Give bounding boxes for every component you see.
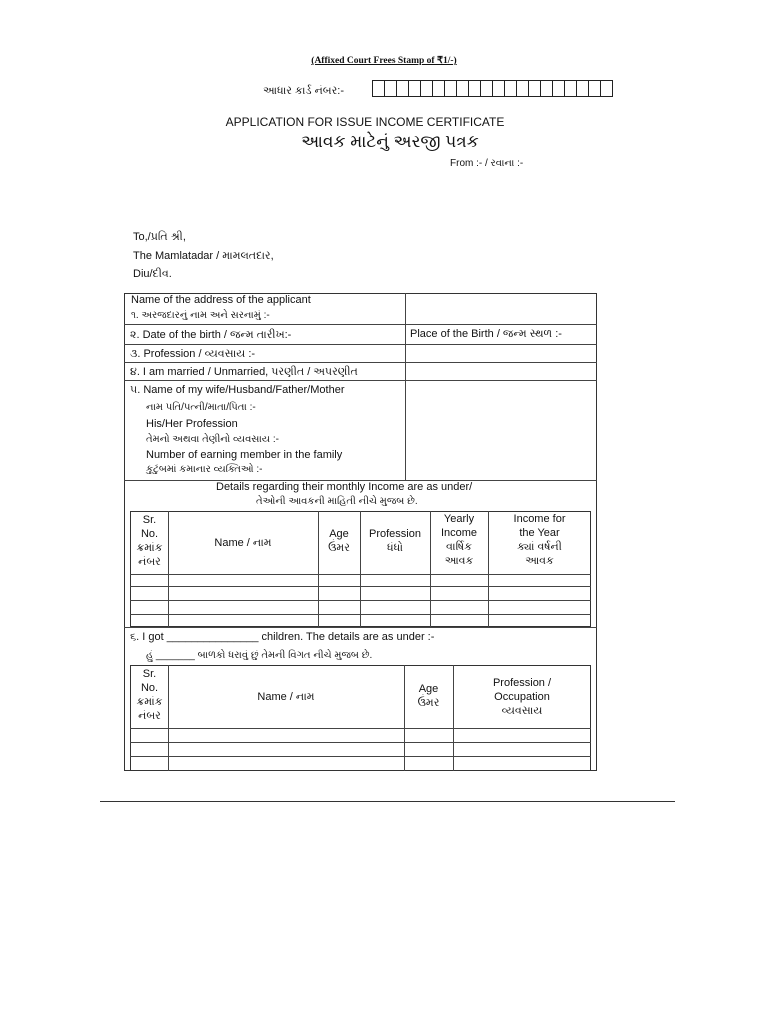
relative-name-label-gu: નામ પતિ/પત્ની/માતા/પિતા :- [146,402,256,413]
bottom-rule [100,801,675,802]
dob-label: ૨. Date of the birth / જન્મ તારીખ:- [130,329,292,341]
address-place: Diu/દીવ. [133,268,172,280]
children-col-age: Age ઉંમર [417,683,440,709]
applicant-name-label: Name of the address of the applicant [131,294,311,306]
relative-name-label: ૫. Name of my wife/Husband/Father/Mother [130,384,345,396]
children-col-profession: Profession / Occupation વ્યવસાય [492,677,552,717]
income-col-profession: Profession ધંધો [369,528,421,554]
birth-place-label: Place of the Birth / જન્મ સ્થળ :- [410,328,562,340]
profession-label: ૩. Profession / વ્યવસાય :- [130,348,256,360]
children-count-label: ૬. I got _______________ children. The details are as under :- [130,631,435,643]
income-col-sr: Sr. No. ક્રમાંક નંબર [136,514,163,568]
title-gujarati: આવક માટેનું અરજી પત્રક [301,132,479,151]
earning-members-label: Number of earning member in the family [146,449,343,461]
aadhar-number-boxes[interactable] [372,80,613,97]
income-col-age: Age ઉંમર [328,528,350,554]
aadhar-label: આધાર કાર્ડ નંબર:- [263,85,345,97]
applicant-name-label-gu: ૧. અરજદારનું નામ અને સરનામું :- [131,310,270,321]
marital-status-label: ૪. I am married / Unmarried, પરણીત / અપરણીત [130,366,358,378]
children-count-label-gu: હું _______ બાળકો ધરાવું છું તેમની વિગત નીચે મુજબ છે. [146,650,373,661]
income-heading-gu: તેઓની આવકની માહિતી નીચે મુજબ છે. [256,496,418,507]
title-english: APPLICATION FOR ISSUE INCOME CERTIFICATE [225,115,505,129]
address-mamlatadar: The Mamlatadar / મામલતદાર, [133,250,274,262]
income-col-yearly: Yearly Income વાર્ષિક આવક [440,513,478,567]
court-fee-stamp-note: (Affixed Court Frees Stamp of ₹1/-) [311,56,457,66]
from-label: From :- / રવાના :- [450,158,524,169]
earning-members-label-gu: કુટુંબમાં કમાનાર વ્યક્તિઓ :- [146,464,263,475]
children-col-sr: Sr. No. ક્રમાંક નંબર [136,668,163,722]
address-to: To,/પ્રતિ શ્રી, [133,231,186,243]
relative-profession-label-gu: તેમનો અથવા તેણીનો વ્યવસાય :- [146,434,279,445]
children-col-name: Name / નામ [257,691,315,703]
income-col-name: Name / નામ [214,537,272,549]
income-col-year: Income for the Year ક્યાં વર્ષની આવક [513,513,566,567]
relative-profession-label: His/Her Profession [146,418,238,430]
income-heading: Details regarding their monthly Income are as under/ [216,481,473,493]
